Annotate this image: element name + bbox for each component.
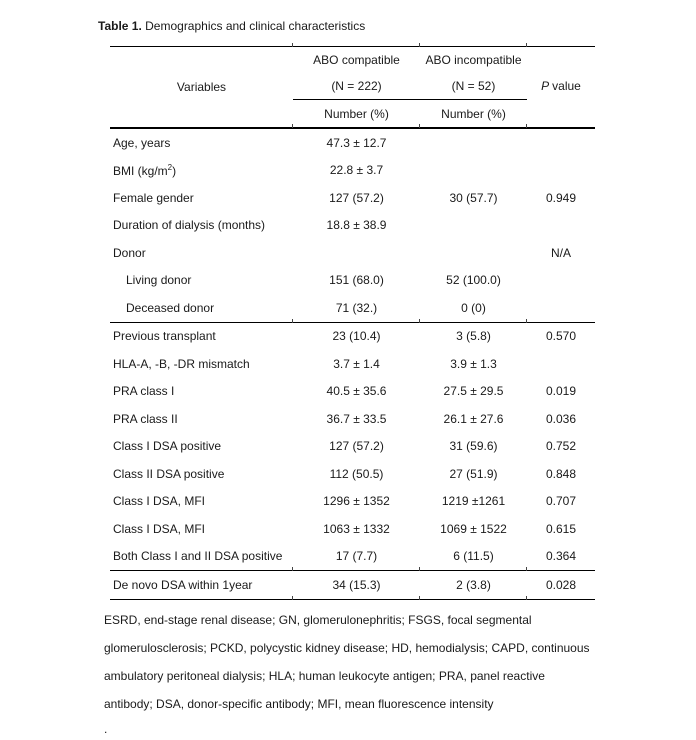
table-row [110,433,595,461]
row-value-p: 0.949 [545,190,577,205]
row-value-incompatible: 30 (57.7) [449,190,498,205]
row-variable: PRA class I [113,384,175,399]
row-value-compatible: 40.5 ± 35.6 [326,384,387,399]
row-value-incompatible: 3.9 ± 1.3 [450,356,497,371]
row-value-incompatible: 52 (100.0) [446,273,501,288]
row-value-compatible: 47.3 ± 12.7 [326,135,387,150]
row-value-p [527,157,595,185]
row-value-p: 0.848 [545,466,577,481]
row-value-incompatible: 3 (5.8) [420,322,527,350]
header-row-group-labels [110,47,595,73]
subheader-p-spacer [527,100,595,129]
row-value-p: 0.036 [545,411,577,426]
row-variable: Age, years [113,135,171,150]
row-value-incompatible: 1219 ±1261 [441,494,506,509]
table-row [110,239,595,267]
row-value-incompatible [420,128,527,157]
table-row [110,488,595,516]
row-value-incompatible [420,157,527,185]
table-row [110,184,595,212]
row-value-incompatible: 26.1 ± 27.6 [443,411,504,426]
column-header-abo-compatible: ABO compatible [293,47,420,73]
row-value-p: 0.019 [545,384,577,399]
row-value-incompatible: 6 (11.5) [453,549,494,564]
table-title [98,0,696,33]
table-row [110,460,595,488]
subheader-number-compatible: Number (%) [293,100,420,129]
column-header-p-spacer-top [527,47,595,73]
table-row [110,350,595,378]
row-value-incompatible: 2 (3.8) [420,571,527,600]
row-value-incompatible: 27 (51.9) [449,466,498,481]
p-value-symbol: P [541,78,550,93]
row-value-compatible: 127 (57.2) [329,439,384,454]
row-value-p: 0.570 [527,322,595,350]
row-value-p: N/A [550,245,571,260]
row-value-p: 0.028 [527,571,595,600]
row-value-compatible: 127 (57.2) [329,190,384,205]
column-header-variables: Variables [110,47,293,129]
table-title-text: Demographics and clinical characteristics [141,19,366,33]
row-value-compatible [293,239,420,267]
footnote-line-2: glomerulosclerosis; PCKD, polycystic kidney disease; HD, hemodialysis; CAPD, continuous [104,641,590,655]
row-value-p [527,212,595,240]
row-variable: Living donor [126,273,192,288]
column-header-compatible-n: (N = 222) [293,72,420,100]
footnote-line-4: antibody; DSA, donor-specific antibody; MFI, mean fluorescence intensity [104,697,494,711]
table-row [110,128,595,157]
table-row [110,405,595,433]
row-value-compatible: 34 (15.3) [293,571,420,600]
table-row [110,543,595,571]
row-variable: Class II DSA positive [113,466,225,481]
row-variable: De novo DSA within 1year [110,571,293,600]
footnotes [104,606,696,740]
row-value-p [527,350,595,378]
row-value-compatible: 18.8 ± 38.9 [326,218,387,233]
row-variable: HLA-A, -B, -DR mismatch [113,356,250,371]
table-row [110,157,595,185]
row-value-compatible: 22.8 ± 3.7 [329,163,384,178]
row-variable: BMI $(kg/m^2)$ [113,162,177,178]
row-value-p: 0.707 [545,494,577,509]
footnote-line-1: ESRD, end-stage renal disease; GN, glomerulonephritis; FSGS, focal segmental [104,613,532,627]
row-value-p [527,294,595,322]
row-value-compatible: 151 (68.0) [329,273,384,288]
table-row [110,571,595,600]
row-variable: PRA class II [113,411,178,426]
row-variable: Class I DSA, MFI [113,494,206,509]
row-value-compatible: 3.7 ± 1.4 [333,356,380,371]
row-value-p: 0.752 [545,439,577,454]
row-value-p: 0.615 [545,521,577,536]
row-value-p [527,267,595,295]
row-value-incompatible: 27.5 ± 29.5 [443,384,504,399]
row-value-incompatible [420,239,527,267]
table-header [110,47,595,129]
row-value-compatible: 112 (50.5) [329,466,384,481]
row-variable: Previous transplant [110,322,293,350]
table-row [110,294,595,322]
row-variable: Class I DSA, MFI [113,521,206,536]
row-value-incompatible: 0 (0) [461,300,486,315]
row-value-incompatible: 1069 ± 1522 [440,521,507,536]
row-value-compatible: 71 (32.) [335,300,378,315]
table-row [110,322,595,350]
demographics-table [110,46,595,600]
table-row [110,267,595,295]
subheader-number-incompatible: Number (%) [420,100,527,129]
row-variable: Both Class I and II DSA positive [113,549,283,564]
row-variable: Duration of dialysis (months) [113,218,266,233]
table-title-number: Table 1. [98,19,142,33]
footnote-line-3: ambulatory peritoneal dialysis; HLA; human leukocyte antigen; PRA, panel reactive [104,669,545,683]
row-value-compatible: 1296 ± 1352 [323,494,390,509]
row-value-compatible: 1063 ± 1332 [323,521,390,536]
row-value-p: 0.364 [545,549,577,564]
table-body [110,128,595,600]
table-row [110,378,595,406]
row-value-compatible: 17 (7.7) [335,549,378,564]
row-value-incompatible [420,212,527,240]
row-value-compatible: 36.7 ± 33.5 [326,411,387,426]
row-value-p [527,128,595,157]
column-header-abo-incompatible: ABO incompatible [420,47,527,73]
row-variable: Deceased donor [126,300,215,315]
row-variable: Donor [113,245,146,260]
row-variable: Female gender [113,190,194,205]
table-row [110,515,595,543]
row-value-incompatible: 31 (59.6) [449,439,498,454]
row-variable: Class I DSA positive [113,439,222,454]
p-value-label: value [552,78,581,93]
footnote-trailing-period: . [104,722,108,736]
column-header-incompatible-n: (N = 52) [420,72,527,100]
table-row [110,212,595,240]
column-header-p-value [527,72,595,100]
row-value-compatible: 23 (10.4) [293,322,420,350]
